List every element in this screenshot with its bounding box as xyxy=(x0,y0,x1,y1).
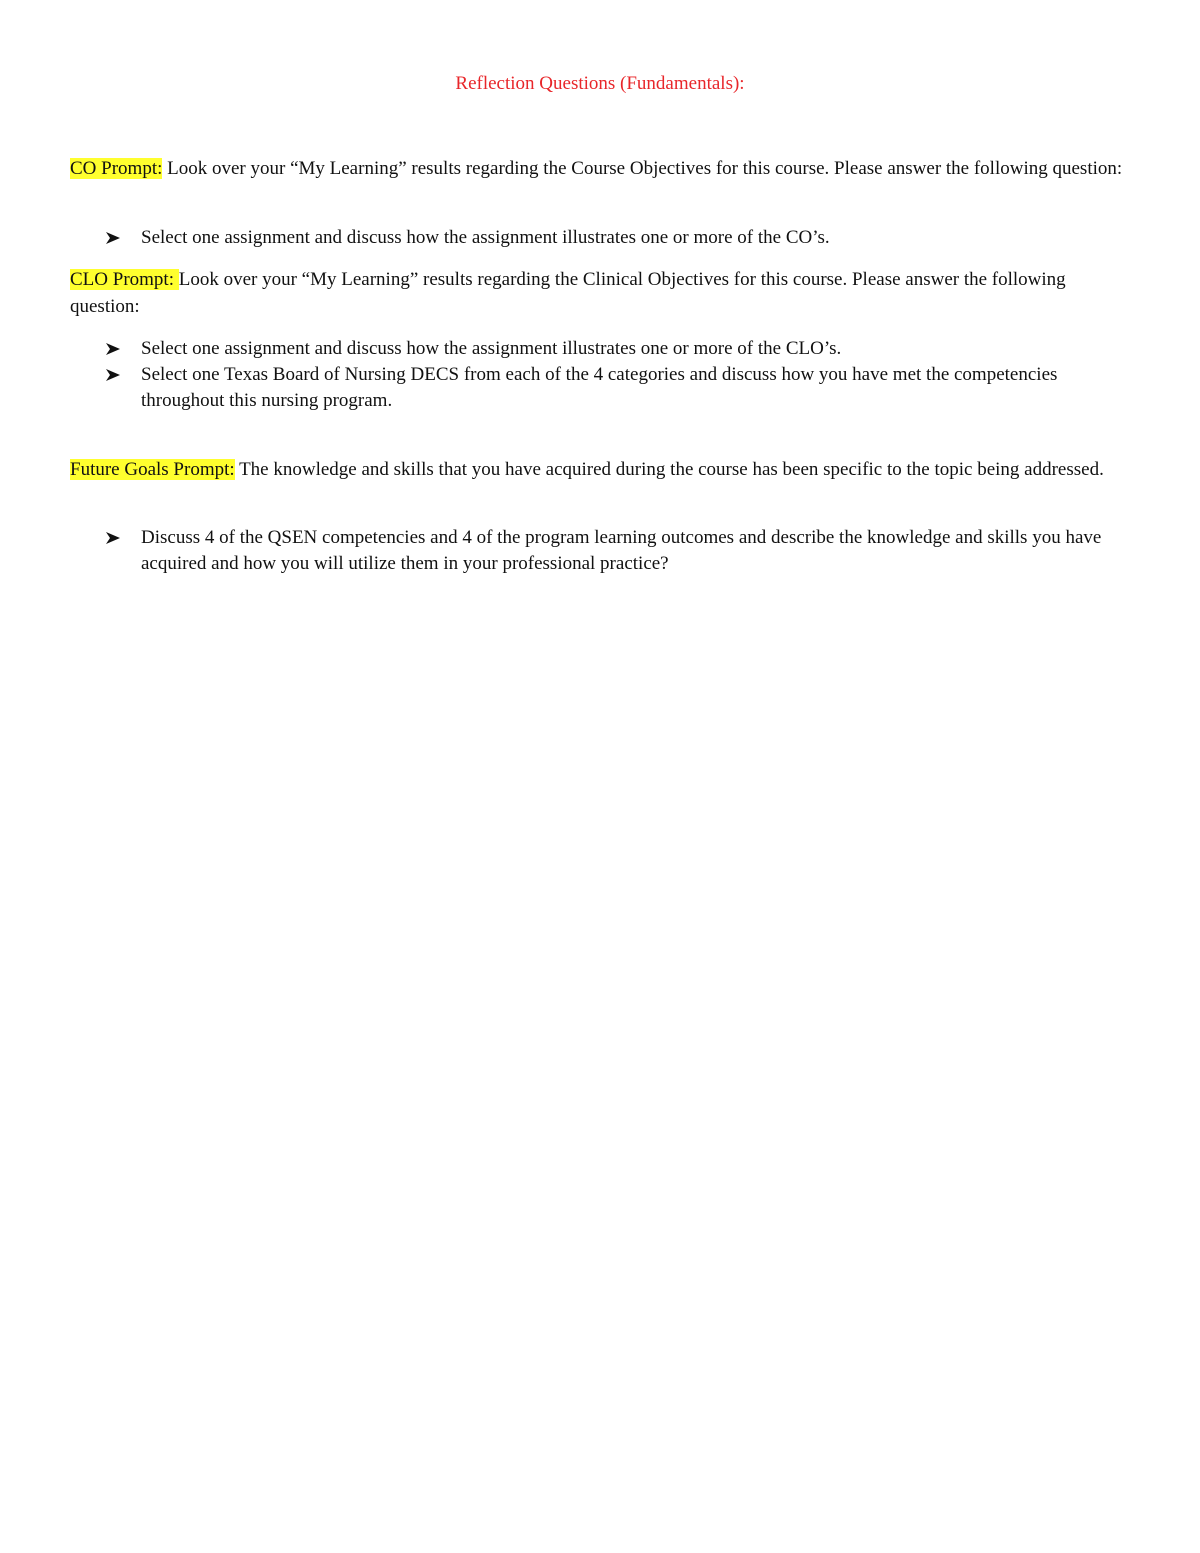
arrow-bullet-icon xyxy=(105,342,121,356)
arrow-bullet-icon xyxy=(105,531,121,545)
co-prompt-paragraph xyxy=(70,155,1130,182)
co-prompt-text: Look over your “My Learning” results regarding the Course Objectives for this course. Please answer the following question: xyxy=(162,158,1123,179)
clo-prompt-paragraph xyxy=(70,266,1130,320)
list-item: Select one assignment and discuss how the assignment illustrates one or more of the CO’s. xyxy=(105,225,1130,251)
future-goals-prompt-label: Future Goals Prompt: xyxy=(70,459,235,480)
list-item: Select one Texas Board of Nursing DECS from each of the 4 categories and discuss how you have met the competencies throughout this nursing program. xyxy=(105,362,1130,414)
future-goals-prompt-bullets xyxy=(105,525,1130,577)
future-goals-prompt-text: The knowledge and skills that you have acquired during the course has been specific to the topic being addressed. xyxy=(234,459,1104,480)
list-item: Select one assignment and discuss how the assignment illustrates one or more of the CLO’s. xyxy=(105,336,1130,362)
list-item: Discuss 4 of the QSEN competencies and 4 of the program learning outcomes and describe the knowledge and skills you have acquired and how you will utilize them in your professional practice? xyxy=(105,525,1130,577)
clo-prompt-bullets xyxy=(105,336,1130,414)
co-prompt-bullets xyxy=(105,225,1130,251)
arrow-bullet-icon xyxy=(105,368,121,382)
co-prompt-label: CO Prompt: xyxy=(70,158,163,179)
arrow-bullet-icon xyxy=(105,231,121,245)
document-title: Reflection Questions (Fundamentals): xyxy=(455,73,745,94)
clo-prompt-text: Look over your “My Learning” results regarding the Clinical Objectives for this course. Please answer the following question: xyxy=(70,269,1066,317)
clo-prompt-label: CLO Prompt: xyxy=(70,269,179,290)
future-goals-prompt-paragraph xyxy=(70,456,1130,483)
